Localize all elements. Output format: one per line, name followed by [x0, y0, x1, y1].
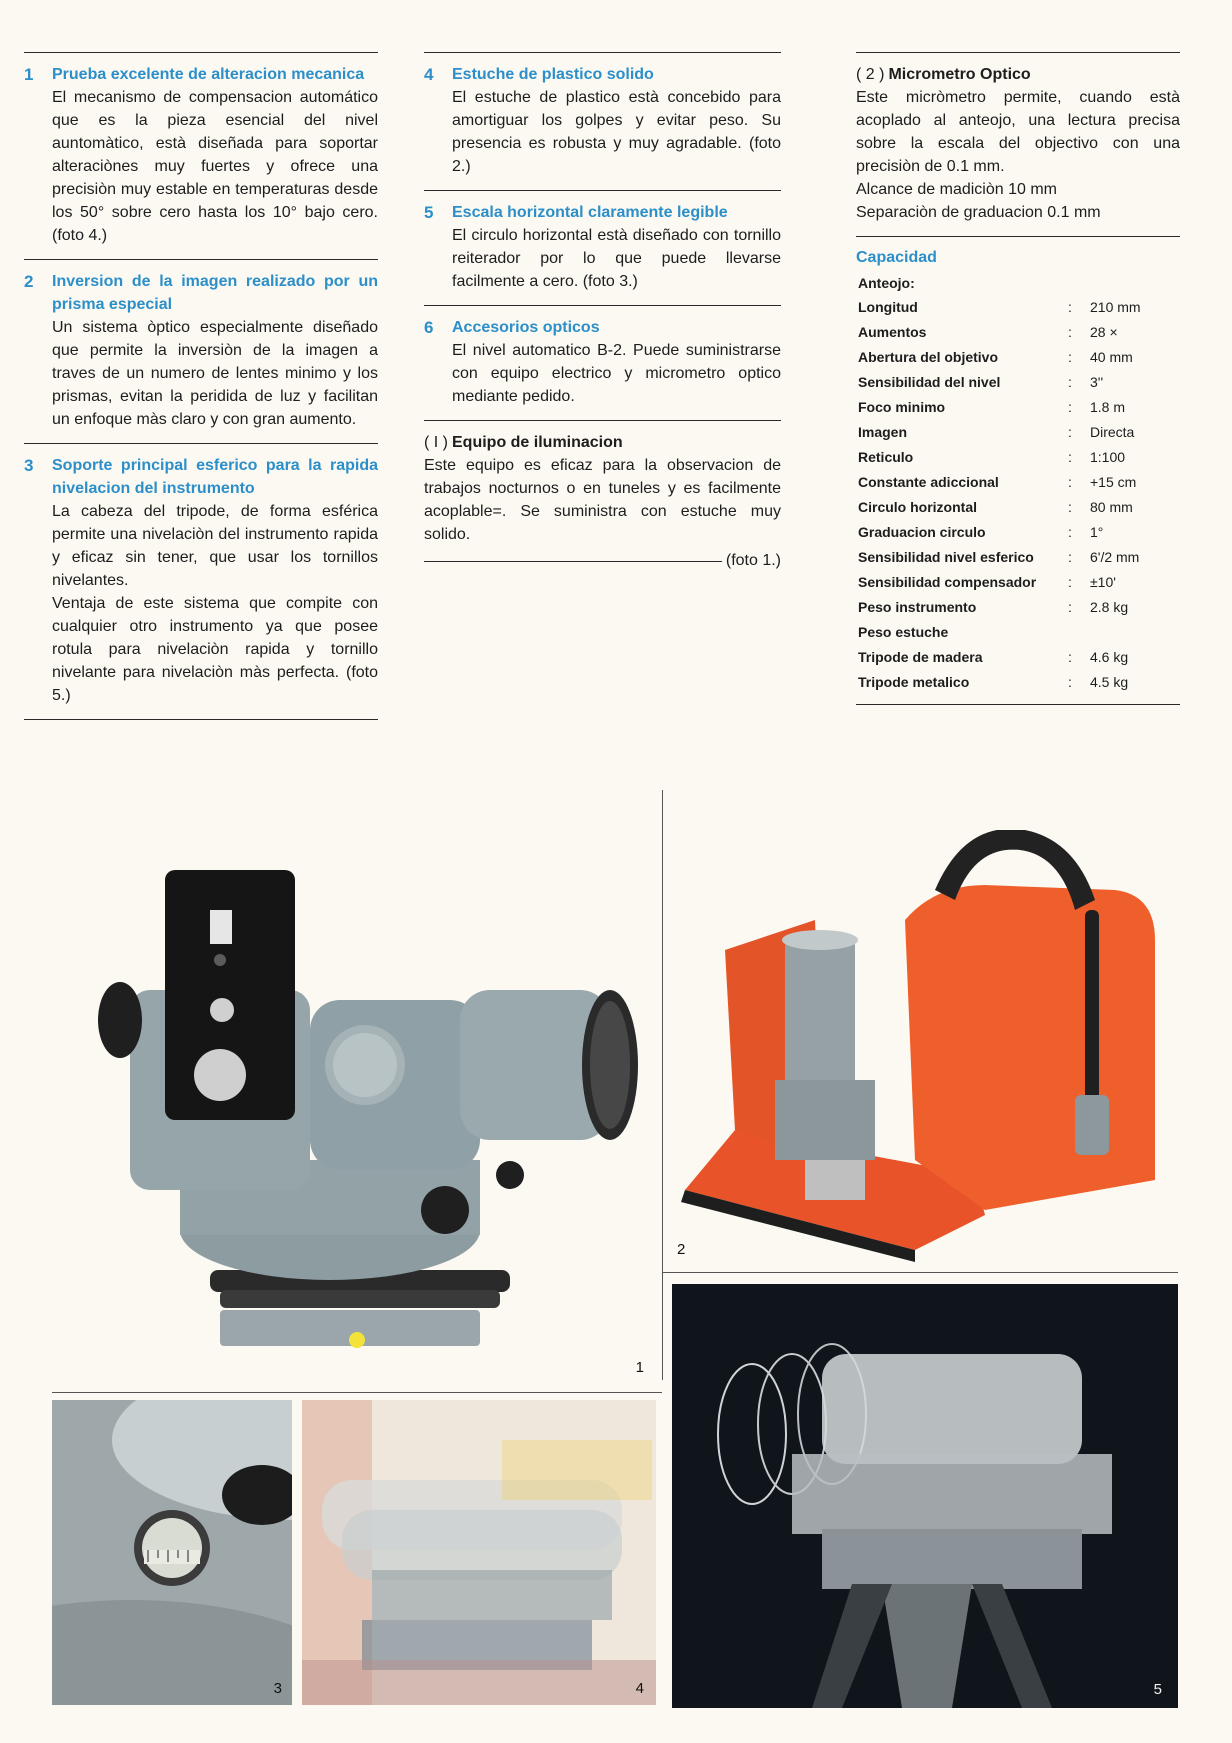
spec-value: 1:100 [1090, 448, 1126, 465]
spec-row [856, 644, 1180, 669]
feature-text-continued: Ventaja de este sistema que compite con cualquier otro instrumento ya que posee rotula para nivelaciòn rapida y tornillo nivelante para nivelaciòn màs perfecta. (foto 5.) [52, 595, 378, 704]
spec-value: 6'/2 mm [1090, 548, 1140, 565]
spec-colon: : [1068, 323, 1072, 340]
spec-value: 1.8 m [1090, 398, 1126, 415]
horizontal-scale-icon [52, 1400, 292, 1705]
spec-value: 80 mm [1090, 498, 1133, 515]
photo-label: 3 [273, 1680, 282, 1697]
spec-colon: : [1068, 573, 1072, 590]
spec-label: Sensibilidad compensador [858, 573, 1037, 590]
spec-colon [1058, 619, 1080, 644]
feature-title: Prueba excelente de alteracion mecanica [52, 66, 365, 83]
feature-number: 5 [424, 203, 434, 222]
feature-title: Estuche de plastico solido [452, 66, 654, 83]
iluminacion-number: ( I ) [424, 434, 448, 451]
photo-divider-left [52, 1392, 662, 1393]
feature-item-4 [424, 53, 781, 191]
feature-number: 2 [24, 272, 34, 291]
foto-reference [424, 552, 781, 570]
spec-colon: : [1068, 648, 1072, 665]
spec-row [856, 419, 1180, 444]
feature-item-2 [24, 260, 378, 444]
spec-row [856, 369, 1180, 394]
photo-divider-vertical [662, 790, 663, 1380]
spec-colon: : [1068, 423, 1072, 440]
spec-label: Tripode metalico [858, 673, 970, 690]
feature-text: El mecanismo de compensacion automático que es la pieza esencial del nivel auntomàtico, està diseñada para soportar alteraciònes muy fuertes y ofrece una precisiòn muy estable en temperaturas desde los 50° sobre cero hasta los 10° bajo cero. (foto 4.) [52, 89, 378, 244]
feature-item-6 [424, 306, 781, 421]
spec-row [856, 544, 1180, 569]
spec-colon: : [1068, 298, 1072, 315]
capacidad-title: Capacidad [856, 249, 937, 266]
micrometro-title-text: Micrometro Optico [888, 66, 1031, 83]
spec-value: ±10' [1090, 573, 1116, 590]
spec-row [856, 394, 1180, 419]
spec-value: 1° [1090, 523, 1104, 540]
feature-item-5 [424, 191, 781, 306]
photo-plastic-case [665, 830, 1175, 1270]
level-instrument-icon [60, 830, 660, 1390]
spec-label: Aumentos [858, 323, 927, 340]
feature-title: Soporte principal esferico para la rapida nivelacion del instrumento [52, 457, 378, 497]
specs-column [856, 52, 1180, 705]
micrometro-graduation: Separaciòn de graduacion 0.1 mm [856, 204, 1101, 221]
spec-label: Peso estuche [858, 623, 949, 640]
spec-row [856, 669, 1180, 694]
spec-row [856, 594, 1180, 619]
photo-compensator-motion [302, 1400, 656, 1705]
spec-row [856, 494, 1180, 519]
spec-row [856, 469, 1180, 494]
foto-reference-label: (foto 1.) [725, 552, 781, 569]
spec-value [1080, 619, 1180, 644]
feature-text: Un sistema òptico especialmente diseñado que permite la inversiòn de la imagen a traves de un numero de lentes minimo y los prismas, evitan la peridida de luz y facilitan un enfoque màs claro y con gran aumento. [52, 319, 378, 428]
spec-label: Peso instrumento [858, 598, 977, 615]
spec-row [856, 619, 1180, 644]
spec-label: Sensibilidad del nivel [858, 373, 1001, 390]
spec-value: 3'' [1090, 373, 1104, 390]
spec-row [856, 319, 1180, 344]
spec-colon: : [1068, 498, 1072, 515]
micrometro-text: Este micròmetro permite, cuando està acoplado al anteojo, una lectura precisa sobre la escala del objectivo con una precisiòn de 0.1 mm. [856, 89, 1180, 175]
micrometro-number: ( 2 ) [856, 66, 885, 83]
spec-value: 2.8 kg [1090, 598, 1129, 615]
spec-colon: : [1068, 348, 1072, 365]
photo-divider-right [662, 1272, 1178, 1273]
photo-label: 2 [677, 1241, 686, 1258]
spec-value: +15 cm [1090, 473, 1137, 490]
spec-colon: : [1068, 373, 1072, 390]
spec-value: 210 mm [1090, 298, 1141, 315]
compensator-motion-icon [302, 1400, 656, 1705]
photo-horizontal-scale [52, 1400, 292, 1705]
spec-label: Constante adiccional [858, 473, 999, 490]
feature-title: Accesorios opticos [452, 319, 600, 336]
iluminacion-text: Este equipo es eficaz para la observacion de trabajos nocturnos o en tuneles y es facilmente acoplable=. Se suministra con estuche muy solido. [424, 457, 781, 543]
spec-value: 4.5 kg [1090, 673, 1129, 690]
spec-row [856, 519, 1180, 544]
feature-text: El estuche de plastico està concebido para amortiguar los golpes y evitar peso. Su presencia es robusta y muy agradable. (foto 2.) [452, 89, 781, 175]
spec-label: Graduacion circulo [858, 523, 986, 540]
photo-spherical-head [672, 1284, 1178, 1708]
spec-colon: : [1068, 398, 1072, 415]
photo-label: 5 [1153, 1681, 1162, 1698]
spec-label: Reticulo [858, 448, 914, 465]
plastic-case-icon [665, 830, 1175, 1270]
feature-title: Inversion de la imagen realizado por un prisma especial [52, 273, 378, 313]
micrometro-section [856, 53, 1180, 237]
spec-colon: : [1068, 448, 1072, 465]
spec-row [856, 569, 1180, 594]
spec-label: Imagen [858, 423, 908, 440]
spec-row [856, 344, 1180, 369]
spec-value: 40 mm [1090, 348, 1133, 365]
spec-colon: : [1068, 673, 1072, 690]
feature-number: 3 [24, 456, 34, 475]
spec-colon: : [1068, 523, 1072, 540]
feature-text: La cabeza del tripode, de forma esférica permite una nivelaciòn del instrumento rapida y eficaz sin tener, que usar los tornillos nivelantes. [52, 503, 378, 589]
feature-column-2 [424, 52, 781, 570]
spec-value: 28 × [1090, 323, 1118, 340]
micrometro-range: Alcance de madiciòn 10 mm [856, 181, 1057, 198]
feature-number: 1 [24, 65, 34, 84]
feature-item-1 [24, 53, 378, 260]
feature-item-3 [24, 444, 378, 720]
spec-colon: : [1068, 473, 1072, 490]
feature-title: Escala horizontal claramente legible [452, 204, 728, 221]
spec-label: Abertura del objetivo [858, 348, 999, 365]
feature-number: 4 [424, 65, 434, 84]
spec-label: Foco minimo [858, 398, 946, 415]
spec-label: Circulo horizontal [858, 498, 977, 515]
photo-label: 1 [635, 1359, 644, 1376]
iluminacion-section [424, 421, 781, 570]
feature-column-1 [24, 52, 378, 720]
spec-value: 4.6 kg [1090, 648, 1129, 665]
iluminacion-title [424, 431, 781, 454]
photo-label: 4 [635, 1680, 644, 1697]
spec-label: Longitud [858, 298, 918, 315]
spec-label: Tripode de madera [858, 648, 983, 665]
feature-number: 6 [424, 318, 434, 337]
feature-text: El nivel automatico B-2. Puede suministrarse con equipo electrico y micrometro optico mediante pedido. [452, 342, 781, 405]
spec-row [856, 444, 1180, 469]
iluminacion-title-text: Equipo de iluminacion [452, 434, 623, 451]
anteojo-subtitle: Anteojo: [858, 275, 915, 291]
micrometro-title [856, 63, 1180, 86]
photo-instrument-illumination [60, 830, 660, 1390]
spec-value: Directa [1090, 423, 1135, 440]
specs-table [856, 294, 1180, 694]
spec-colon: : [1068, 548, 1072, 565]
spec-row [856, 294, 1180, 319]
spherical-head-icon [672, 1284, 1178, 1708]
spec-label: Sensibilidad nivel esferico [858, 548, 1034, 565]
feature-text: El circulo horizontal està diseñado con tornillo reiterador por lo que puede llevarse facilmente a cero. (foto 3.) [452, 227, 781, 290]
spec-colon: : [1068, 598, 1072, 615]
